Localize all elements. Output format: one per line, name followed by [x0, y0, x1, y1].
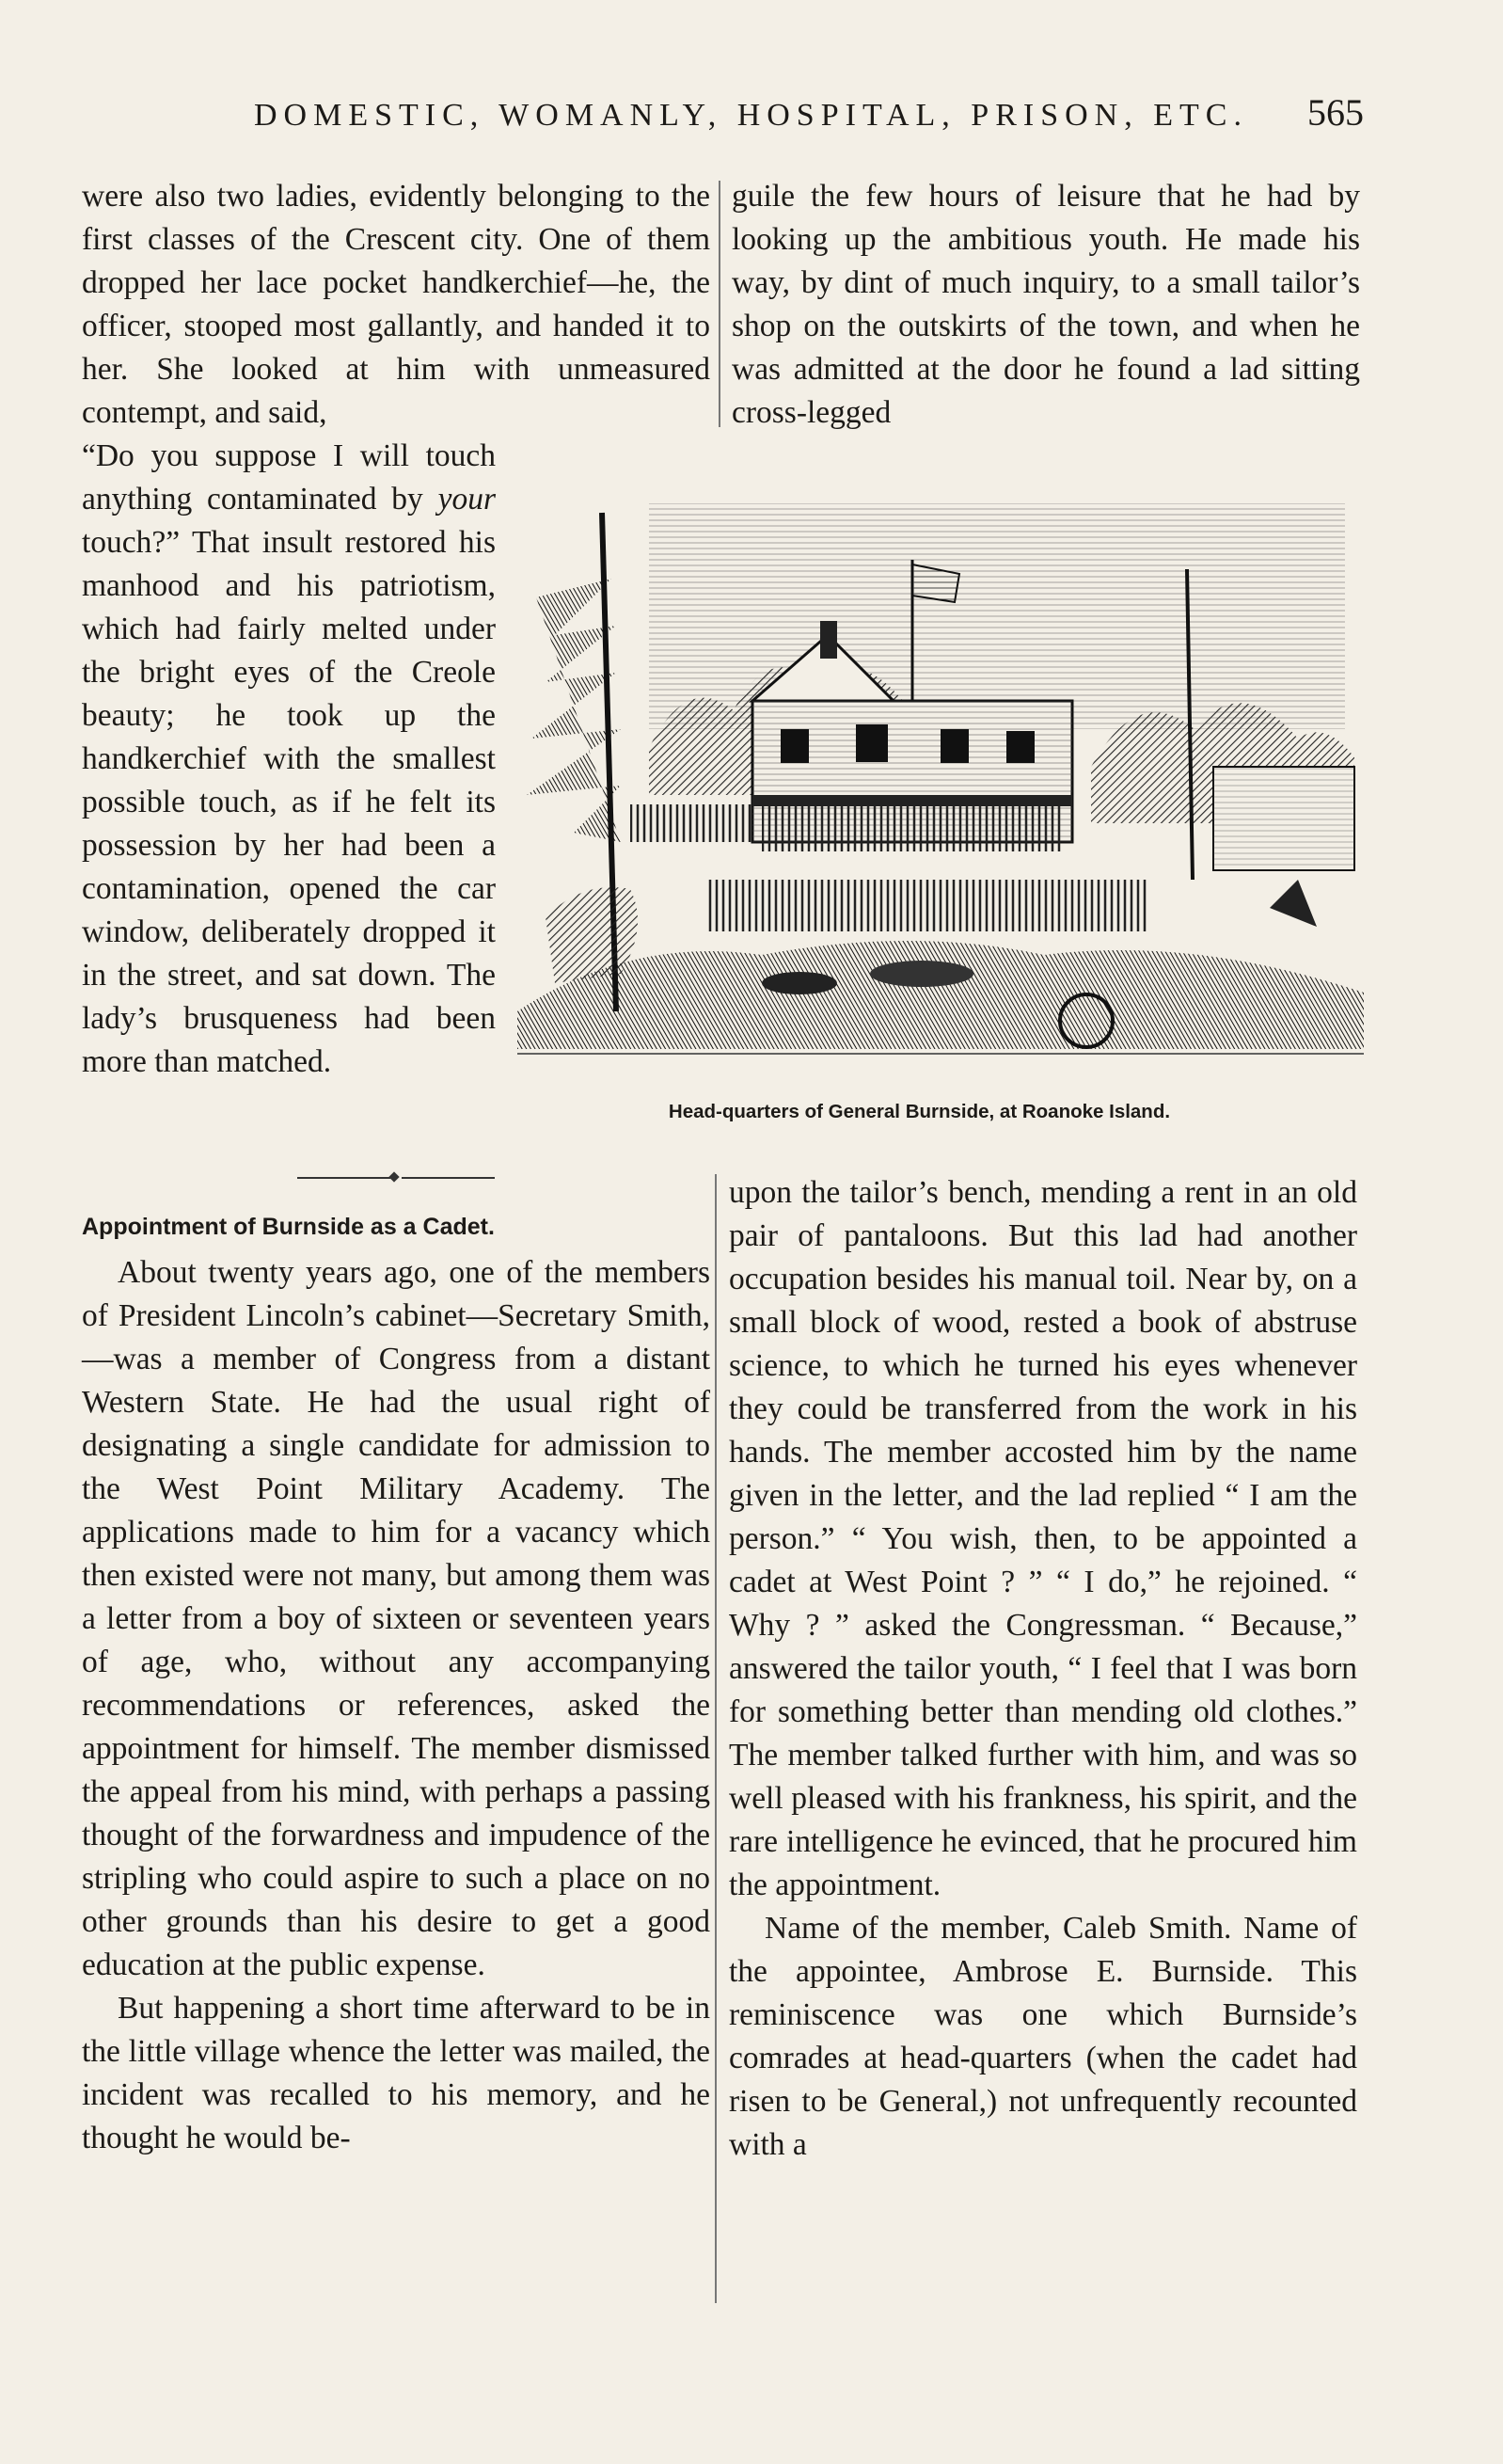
- column-rule-bottom: [715, 1174, 717, 2303]
- page-header: [254, 91, 1364, 145]
- bottom-right-column: [729, 1171, 1357, 2167]
- wrapped-text-start: “Do you suppose I will touch anything contaminated by: [82, 438, 496, 517]
- section-heading: Appointment of Burnside as a Cadet.: [82, 1214, 495, 1240]
- bottom-left-column: [82, 1251, 710, 2160]
- page-number: 565: [1307, 91, 1364, 134]
- wrapped-text-column: [82, 435, 496, 1084]
- engraving-headquarters-house-icon: [517, 485, 1364, 1079]
- wrapped-text-end: touch?” That insult restored his manhood and his patriotism, which had fairly melted under the bright eyes of the Creole beauty; he took up the handkerchief with the smallest possible touch, as if he felt its possession by her had been a contamination, opened the car window, deliberately dropped it in the street, and sat down. The lady’s brusqueness had been more than matched.: [82, 525, 496, 1079]
- italic-word: your: [437, 482, 496, 517]
- top-right-column: [732, 175, 1360, 435]
- bottom-right-paragraph-2: Name of the member, Caleb Smith. Name of the appointee, Ambrose E. Burnside. This reminiscence was one which Burnside’s comrades at head-quarters (when the cadet had risen to be General,) not unfrequently recounted with a: [729, 1911, 1357, 2162]
- column-rule-top: [719, 181, 720, 427]
- section-paragraph-2: But happening a short time afterward to be in the little village whence the letter was mailed, the incident was recalled to his memory, and he thought he would be-: [82, 1991, 710, 2155]
- top-left-column: [82, 175, 710, 435]
- top-right-paragraph: guile the few hours of leisure that he had by looking up the ambitious youth. He made his way, by dint of much inquiry, to a small tailor’s shop on the outskirts of the town, and when he was admitted at the door he found a lad sitting cross-legged: [732, 179, 1360, 430]
- illustration-caption: Head-quarters of General Burnside, at Roanoke Island.: [668, 1101, 1171, 1122]
- bottom-right-paragraph-1: upon the tailor’s bench, mending a rent in an old pair of pantaloons. But this lad had another occupation besides his manual toil. Near by, on a small block of wood, rested a book of abstruse science, to which he turned his eyes whenever they could be transferred from the work in his hands. The member accosted him by the name given in the letter, and the lad replied “ I am the person.” “ You wish, then, to be appointed a cadet at West Point ? ” “ I do,” he rejoined. “ Why ? ” asked the Congressman. “ Because,” answered the tailor youth, “ I feel that I was born for something better than mending old clothes.” The member talked further with him, and was so well pleased with his frankness, his spirit, and the rare intelligence he evinced, that he procured him the appointment.: [729, 1175, 1357, 1902]
- section-paragraph-1: About twenty years ago, one of the members of President Lincoln’s cabinet—Secretary Smith,—was a member of Congress from a distant Western State. He had the usual right of designating a single candidate for admission to the West Point Military Academy. The applications made to him for a vacancy which then existed were not many, but among them was a letter from a boy of sixteen or seventeen years of age, who, without any accompanying recommendations or references, asked the appointment for himself. The member dismissed the appeal from his mind, with perhaps a passing thought of the forwardness and impudence of the stripling who could aspire to such a place on no other grounds than his desire to get a good education at the public expense.: [82, 1255, 710, 1982]
- section-divider: [297, 1173, 495, 1183]
- running-head: DOMESTIC, WOMANLY, HOSPITAL, PRISON, ETC.: [254, 98, 1248, 133]
- top-left-paragraph: were also two ladies, evidently belonging to the first classes of the Crescent city. One of them dropped her lace pocket handkerchief—he, the officer, stooped most gallantly, and handed it to her. She looked at him with unmeasured contempt, and said,: [82, 179, 710, 430]
- wrapped-paragraph: [82, 435, 496, 1084]
